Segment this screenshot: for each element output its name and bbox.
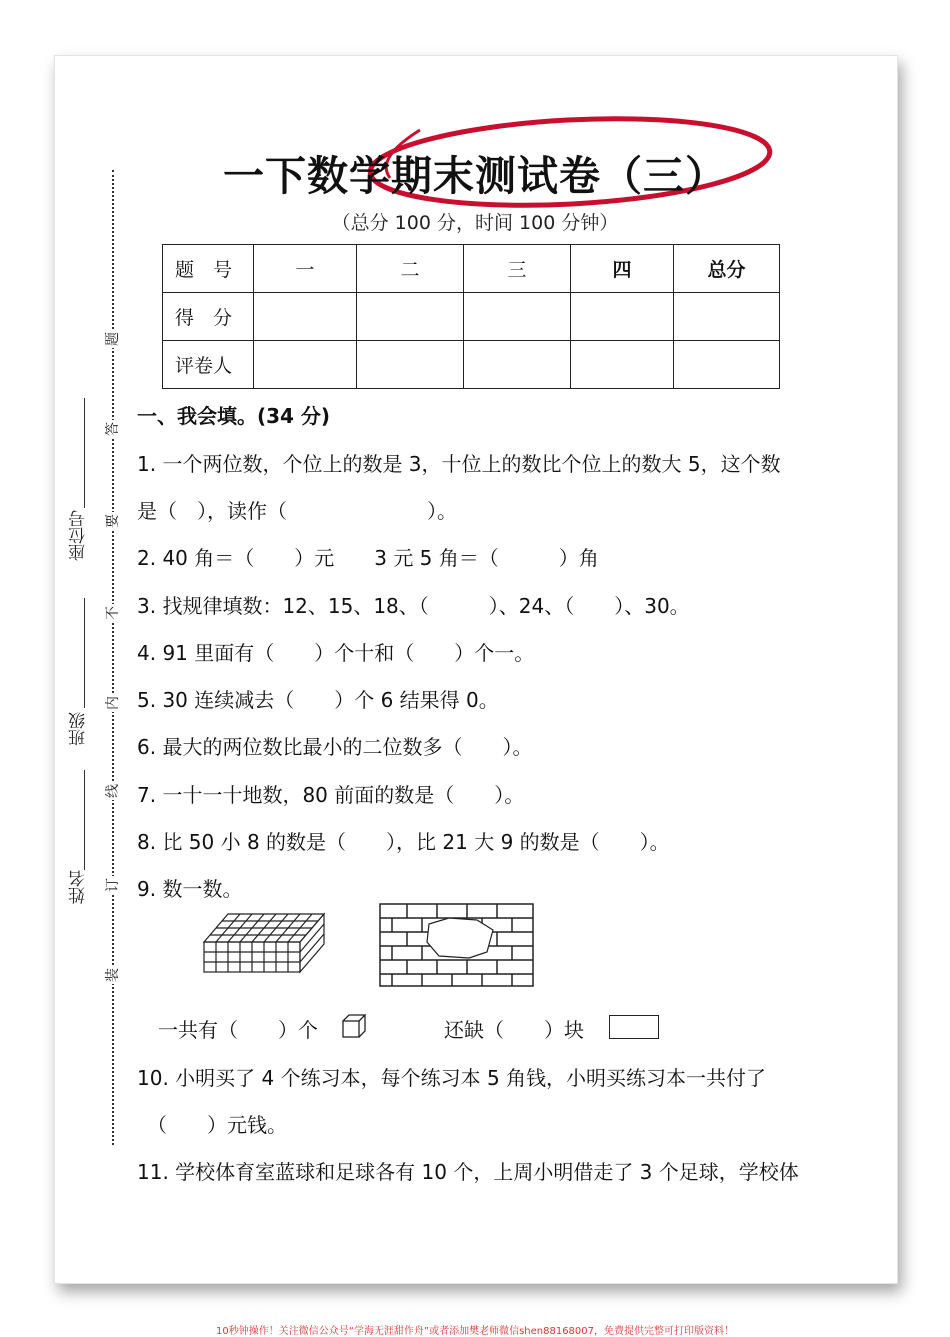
score-table <box>162 244 780 389</box>
score-cell[interactable] <box>254 341 357 389</box>
exam-sheet <box>54 55 898 1284</box>
score-cell[interactable] <box>674 341 780 389</box>
score-cell[interactable] <box>571 341 674 389</box>
table-cell: 三 <box>464 245 571 293</box>
score-cell[interactable] <box>357 293 464 341</box>
score-cell[interactable] <box>464 341 571 389</box>
question-6: 6. 最大的两位数比最小的二位数多（ ）。 <box>137 735 533 759</box>
brick-wall-figure <box>377 900 537 990</box>
table-cell: 二 <box>357 245 464 293</box>
seal-char: 不 <box>105 606 121 620</box>
score-cell[interactable] <box>357 341 464 389</box>
table-row <box>163 245 780 293</box>
question-11: 11. 学校体育室蓝球和足球各有 10 个，上周小明借走了 3 个足球，学校体 <box>137 1160 799 1184</box>
seal-char: 题 <box>105 332 121 346</box>
question-2: 2. 40 角＝（ ）元 3 元 5 角＝（ ）角 <box>137 546 599 570</box>
score-cell[interactable] <box>254 293 357 341</box>
seal-char: 内 <box>105 696 121 710</box>
table-cell: 四 <box>571 245 674 293</box>
cube-slab-figure <box>200 908 330 978</box>
page-title: 一下数学期末测试卷（三） <box>223 152 727 200</box>
table-cell: 评卷人 <box>163 341 254 389</box>
question-7: 7. 一十一十地数，80 前面的数是（ ）。 <box>137 783 525 807</box>
table-cell: 总分 <box>674 245 780 293</box>
seal-char: 答 <box>105 422 121 436</box>
question-8: 8. 比 50 小 8 的数是（ ），比 21 大 9 的数是（ ）。 <box>137 830 670 854</box>
name-label: 姓名 <box>69 870 89 904</box>
question-10-cont: （ ）元钱。 <box>147 1113 287 1137</box>
table-cell: 题 号 <box>163 245 254 293</box>
seal-char: 线 <box>105 784 121 798</box>
count-cubes-text: 一共有（ ）个 <box>158 1018 318 1042</box>
question-1-cont: 是（ ），读作（ ）。 <box>137 499 457 523</box>
section-heading: 一、我会填。(34 分) <box>137 404 331 428</box>
seal-char: 要 <box>105 514 121 528</box>
table-row <box>163 341 780 389</box>
question-1: 1. 一个两位数，个位上的数是 3，十位上的数比个位上的数大 5，这个数 <box>137 452 781 476</box>
brick-icon <box>609 1015 659 1039</box>
seat-blank[interactable] <box>84 398 85 508</box>
class-label: 班级 <box>69 712 89 746</box>
seat-label: 座位号 <box>69 510 89 561</box>
seal-char: 装 <box>105 968 121 982</box>
binding-line <box>112 170 114 1145</box>
cube-icon <box>341 1013 367 1039</box>
score-cell[interactable] <box>674 293 780 341</box>
question-9: 9. 数一数。 <box>137 877 243 901</box>
question-5: 5. 30 连续减去（ ）个 6 结果得 0。 <box>137 688 499 712</box>
footer-note: 10秒钟操作！关注微信公众号“学海无涯甜作舟”或者添加樊老师微信shen88168007，免费提供完整可打印版资料！ <box>215 1326 735 1337</box>
score-cell[interactable] <box>464 293 571 341</box>
exam-subtitle: （总分 100 分，时间 100 分钟） <box>331 212 619 234</box>
question-4: 4. 91 里面有（ ）个十和（ ）个一。 <box>137 641 535 665</box>
name-blank[interactable] <box>84 770 85 870</box>
class-blank[interactable] <box>84 598 85 708</box>
seal-char: 订 <box>105 878 121 892</box>
count-bricks-text: 还缺（ ）块 <box>444 1018 584 1042</box>
question-10: 10. 小明买了 4 个练习本，每个练习本 5 角钱，小明买练习本一共付了 <box>137 1066 767 1090</box>
question-3: 3. 找规律填数：12、15、18、（ ）、24、（ ）、30。 <box>137 594 690 618</box>
table-cell: 得 分 <box>163 293 254 341</box>
score-cell[interactable] <box>571 293 674 341</box>
table-row <box>163 293 780 341</box>
table-cell: 一 <box>254 245 357 293</box>
